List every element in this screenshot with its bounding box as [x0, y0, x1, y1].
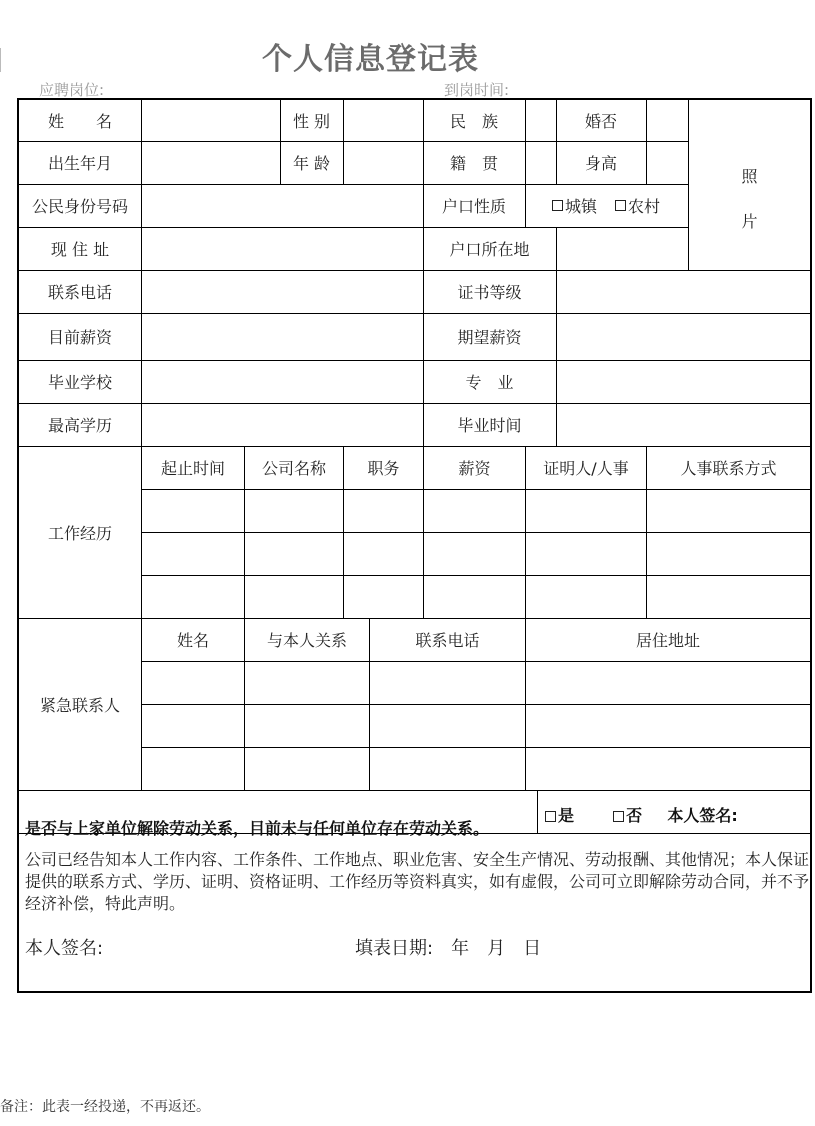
fill-date-label: 填表日期: 年 月 日: [355, 938, 542, 959]
work-col-hr-contact: 人事联系方式: [680, 459, 777, 478]
education-label: 最高学历: [47, 416, 112, 435]
arrival-time-label: 到岗时间:: [444, 81, 510, 99]
ethnicity-field[interactable]: [526, 100, 556, 141]
photo-label-1: 照: [741, 166, 758, 186]
gender-label: 性 别: [292, 112, 331, 131]
hukou-location-field[interactable]: [557, 227, 688, 270]
emergency-col-address: 居住地址: [635, 631, 700, 650]
name-field[interactable]: [142, 100, 280, 141]
height-label: 身高: [584, 154, 617, 173]
age-label: 年 龄: [292, 154, 331, 173]
cert-label: 证书等级: [457, 283, 522, 302]
marital-label: 婚否: [584, 112, 617, 131]
labor-relation-options: [545, 803, 738, 826]
emergency-row[interactable]: [142, 748, 810, 790]
rural-option: 农村: [628, 197, 661, 216]
emergency-contact-section-label: 紧急联系人: [39, 695, 120, 715]
address-field[interactable]: [142, 227, 423, 270]
form-title: 个人信息登记表: [262, 42, 479, 77]
emergency-col-name: 姓名: [176, 631, 209, 650]
current-salary-label: 目前薪资: [47, 328, 112, 347]
id-number-field[interactable]: [142, 184, 423, 227]
work-row[interactable]: [142, 576, 810, 618]
work-col-salary: 薪资: [458, 459, 491, 478]
ethnicity-label: 民 族: [449, 112, 498, 131]
work-col-reference: 证明人/人事: [543, 459, 629, 478]
photo-label-2: 片: [741, 211, 758, 231]
labor-relation-question: 是否与上家单位解除劳动关系，目前未与任何单位存在劳动关系。: [25, 819, 490, 838]
urban-checkbox[interactable]: [552, 200, 563, 211]
address-label: 现 住 址: [50, 240, 110, 259]
emergency-col-relation: 与本人关系: [266, 631, 347, 650]
no-checkbox[interactable]: [613, 811, 624, 822]
major-field[interactable]: [557, 360, 810, 403]
work-row[interactable]: [142, 490, 810, 532]
expected-salary-field[interactable]: [557, 313, 810, 360]
major-label: 专 业: [465, 373, 514, 392]
declaration-sign-label: 本人签名:: [667, 806, 738, 825]
statement-text: 公司已经告知本人工作内容、工作条件、工作地点、职业危害、安全生产情况、劳动报酬、其他情况；本人保证提供的联系方式、学历、证明、资格证明、工作经历等资料真实，如有虚假，公司可立即解除劳动合同，并不予经济补偿，特此声明。: [25, 850, 810, 913]
footer-note: 备注：此表一经投递，不再返还。: [0, 1099, 210, 1115]
phone-field[interactable]: [142, 270, 423, 313]
expected-salary-label: 期望薪资: [457, 328, 522, 347]
graduation-time-field[interactable]: [557, 403, 810, 446]
native-label: 籍 贯: [449, 154, 498, 173]
marital-field[interactable]: [647, 100, 688, 141]
page-corner-mark: [0, 48, 5, 72]
native-field[interactable]: [526, 141, 556, 184]
no-option: 否: [626, 806, 643, 825]
hukou-location-label: 户口所在地: [449, 240, 530, 259]
birth-label: 出生年月: [47, 154, 112, 173]
height-field[interactable]: [647, 141, 688, 184]
yes-checkbox[interactable]: [545, 811, 556, 822]
gender-field[interactable]: [344, 100, 423, 141]
urban-option: 城镇: [565, 197, 598, 216]
yes-option: 是: [558, 806, 575, 825]
phone-label: 联系电话: [47, 283, 112, 302]
emergency-row[interactable]: [142, 705, 810, 747]
graduation-time-label: 毕业时间: [457, 416, 522, 435]
emergency-col-phone: 联系电话: [415, 631, 480, 650]
hukou-type-options: [526, 184, 688, 227]
position-label: 应聘岗位:: [39, 81, 105, 99]
emergency-row[interactable]: [142, 662, 810, 704]
education-field[interactable]: [142, 403, 423, 446]
work-col-company: 公司名称: [261, 459, 326, 478]
cert-field[interactable]: [557, 270, 810, 313]
birth-field[interactable]: [142, 141, 280, 184]
name-label: 姓 名: [47, 112, 112, 131]
work-experience-section-label: 工作经历: [47, 523, 112, 543]
rural-checkbox[interactable]: [615, 200, 626, 211]
current-salary-field[interactable]: [142, 313, 423, 360]
age-field[interactable]: [344, 141, 423, 184]
school-label: 毕业学校: [47, 373, 112, 392]
hukou-type-label: 户口性质: [441, 197, 506, 216]
work-col-period: 起止时间: [160, 459, 225, 478]
id-number-label: 公民身份号码: [31, 197, 128, 216]
work-row[interactable]: [142, 533, 810, 575]
signature-label: 本人签名:: [25, 938, 104, 959]
school-field[interactable]: [142, 360, 423, 403]
work-col-position: 职务: [367, 459, 400, 478]
